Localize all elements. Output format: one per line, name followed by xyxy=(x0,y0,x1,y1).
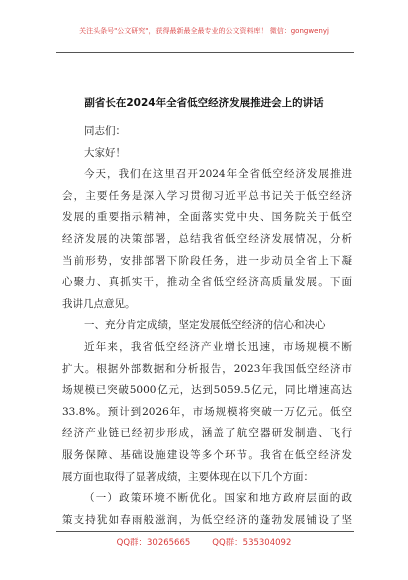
paragraph-line: 会，主要任务是深入学习贯彻习近平总书记关于低空经济 xyxy=(62,189,352,202)
paragraph-line: 当前形势，安排部署下阶段任务，进一步动员全省上下凝 xyxy=(62,254,352,267)
footer-contacts xyxy=(0,537,408,549)
paragraph-line: 服务保障、基础设施建设等多个环节。我省在低空经济发 xyxy=(62,448,352,461)
paragraph-line: 发展的重要指示精神，全面落实党中央、国务院关于低空 xyxy=(62,211,352,224)
footer-divider xyxy=(56,531,354,532)
paragraph-line: 今天，我们在这里召开2024年全省低空经济发展推进 xyxy=(84,168,352,181)
paragraph-line: 近年来，我省低空经济产业增长迅速，市场规模不断 xyxy=(84,340,352,353)
paragraph-line: 场规模已突破5000亿元，达到5059.5亿元，同比增速高达 xyxy=(62,384,352,397)
header-divider xyxy=(56,52,354,53)
paragraph-line: 展方面也取得了显著成绩，主要体现在以下几个方面： xyxy=(62,470,314,483)
subsection-line: （一）政策环境不断优化。国家和地方政府层面的政 xyxy=(84,492,352,505)
section-heading: 一、充分肯定成绩，坚定发展低空经济的信心和决心 xyxy=(84,319,326,332)
paragraph-line: 策支持犹如春雨般滋润，为低空经济的蓬勃发展铺设了坚 xyxy=(62,513,352,526)
greeting-line: 大家好！ xyxy=(84,146,126,159)
footer-qq-group-2: QQ群：535304092 xyxy=(212,538,292,548)
paragraph-line: 经济产业链已经初步形成，涵盖了航空器研发制造、飞行 xyxy=(62,427,352,440)
paragraph-line: 心聚力、真抓实干，推动全省低空经济高质量发展。下面 xyxy=(62,276,352,289)
salutation-line: 同志们： xyxy=(84,125,126,137)
document-body xyxy=(62,121,352,531)
paragraph-line: 33.8%。预计到2026年，市场规模将突破一万亿元。低空 xyxy=(62,405,352,418)
header-banner: 关注头条号"公文研究"，获得最新最全最专业的公文资料库！ 微信：gongwenyj xyxy=(79,27,329,35)
footer-qq-group-1: QQ群：30265665 xyxy=(116,538,191,548)
document-title: 副省长在2024年全省低空经济发展推进会上的讲话 xyxy=(84,97,324,109)
paragraph-line: 扩大。根据外部数据和分析报告，2023年我国低空经济市 xyxy=(62,362,352,375)
paragraph-line: 经济发展的决策部署，总结我省低空经济发展情况，分析 xyxy=(62,232,352,245)
paragraph-line: 我讲几点意见。 xyxy=(62,297,136,310)
